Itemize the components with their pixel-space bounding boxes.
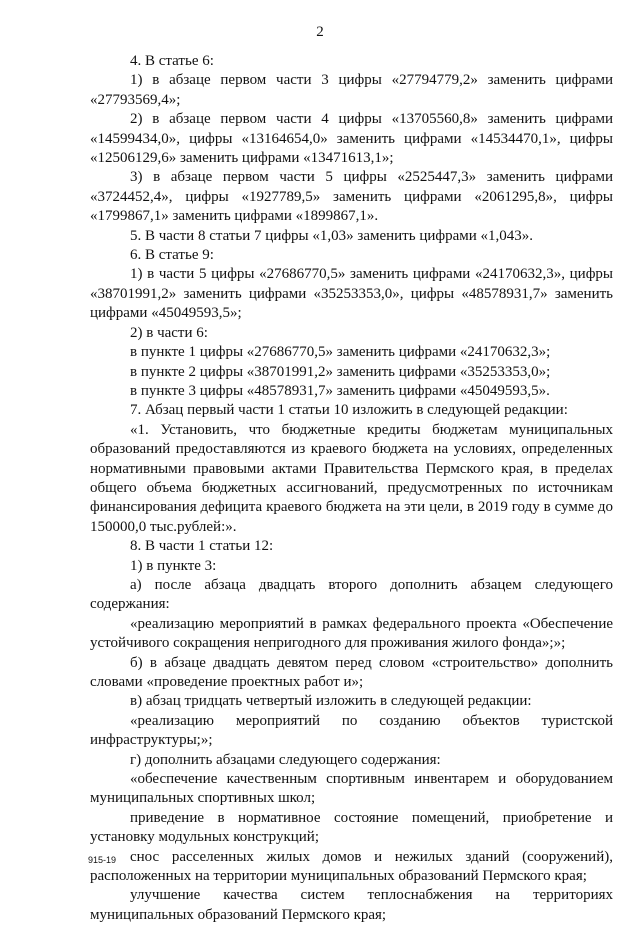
paragraph: приведение в нормативное состояние помещений, приобретение и установку модульных конструкций;	[90, 809, 613, 846]
page-number: 2	[316, 24, 324, 40]
paragraph: б) в абзаце двадцать девятом перед словом «строительство» дополнить словами «проведение проектных работ и»;	[90, 654, 613, 690]
paragraph: 3) в абзаце первом части 5 цифры «2525447,3» заменить цифрами «3724452,4», цифры «1927789,5» заменить цифрами «2061295,8», цифры «1799867,1» заменить цифрами «1899867,1».	[90, 169, 613, 225]
paragraph: в) абзац тридцать четвертый изложить в следующей редакции:	[130, 693, 532, 710]
paragraph: 4. В статье 6:	[130, 53, 214, 69]
paragraph: 1) в абзаце первом части 3 цифры «27794779,2» заменить цифрами «27793569,4»;	[90, 72, 613, 108]
paragraph: в пункте 2 цифры «38701991,2» заменить цифрами «35253353,0»;	[130, 363, 551, 380]
paragraph: 2) в абзаце первом части 4 цифры «13705560,8» заменить цифрами «14599434,0», цифры «13164654,0» заменить цифрами «14534470,1», цифры «12506129,6» заменить цифрами «13471613,1»;	[90, 111, 613, 167]
paragraph: «реализацию мероприятий в рамках федерального проекта «Обеспечение устойчивого сокращения непригодного для проживания жилого фонда»;»;	[90, 615, 613, 652]
paragraph: в пункте 3 цифры «48578931,7» заменить цифрами «45049593,5».	[130, 382, 550, 399]
paragraph: 2) в части 6:	[130, 324, 208, 341]
paragraph: а) после абзаца двадцать второго дополнить абзацем следующего содержания:	[90, 576, 613, 613]
paragraph: 8. В части 1 статьи 12:	[130, 538, 274, 555]
document-body	[90, 52, 613, 925]
paragraph: «обеспечение качественным спортивным инвентарем и оборудованием муниципальных спортивных школ;	[90, 771, 613, 807]
paragraph: 1) в пункте 3:	[130, 557, 217, 574]
paragraph: улучшение качества систем теплоснабжения на территориях муниципальных образований Пермского края;	[90, 887, 613, 923]
paragraph: снос расселенных жилых домов и нежилых зданий (сооружений), расположенных на территории муниципальных образований Пермского края;	[90, 848, 613, 885]
paragraph: 7. Абзац первый части 1 статьи 10 изложить в следующей редакции:	[130, 402, 568, 419]
paragraph: в пункте 1 цифры «27686770,5» заменить цифрами «24170632,3»;	[130, 344, 551, 361]
paragraph: 1) в части 5 цифры «27686770,5» заменить цифрами «24170632,3», цифры «38701991,2» заменить цифрами «35253353,0», цифры «48578931,7» заменить цифрами «45049593,5»;	[90, 266, 613, 322]
paragraph: «1. Установить, что бюджетные кредиты бюджетам муниципальных образований предоставляются из краевого бюджета на условиях, определенных нормативными правовыми актами Правительства Пермского края, в пределах общего объема бюджетных ассигнований, предусмотренных по источникам финансирования дефицита краевого бюджета на эти цели, в 2019 году в сумме до 150000,0 тыс.рублей:».	[90, 421, 613, 535]
paragraph: г) дополнить абзацами следующего содержания:	[130, 751, 441, 768]
paragraph: 6. В статье 9:	[130, 247, 214, 264]
paragraph: 5. В части 8 статьи 7 цифры «1,03» заменить цифрами «1,043».	[130, 227, 534, 244]
document-code: 915-19	[88, 855, 117, 865]
paragraph: «реализацию мероприятий по созданию объектов туристской инфраструктуры;»;	[90, 712, 613, 749]
